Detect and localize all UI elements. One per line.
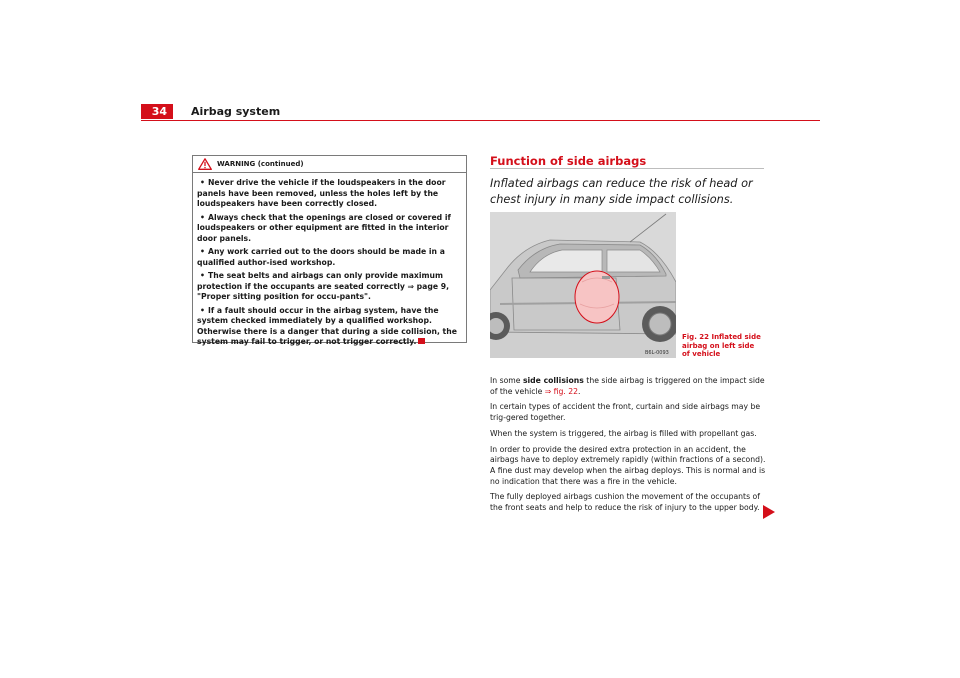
paragraph: In some side collisions the side airbag is triggered on the impact side of the vehicle ⇒ fig. 22. <box>490 376 765 396</box>
section-end-mark <box>418 338 425 344</box>
figure-reference-link[interactable]: ⇒ fig. 22 <box>544 386 579 396</box>
warning-box <box>192 155 467 346</box>
header-rule <box>141 120 820 121</box>
warning-item: • Always check that the openings are closed or covered if loudspeakers or other equipment are fitted in the interior door panels. <box>197 212 451 243</box>
warning-item: • The seat belts and airbags can only provide maximum protection if the occupants are seated correctly ⇒ page 9, "Proper sitting position for occu-pants". <box>197 271 449 301</box>
paragraph: In order to provide the desired extra protection in an accident, the airbags have to deploy extremely rapidly (within fractions of a second). A fine dust may develop when the airbag deploys. This is normal and is no indication that there was a fire in the vehicle. <box>490 444 766 486</box>
running-header-title: Airbag system <box>191 105 281 118</box>
warning-header <box>193 156 466 173</box>
page-number: 34 <box>141 104 173 119</box>
figure-caption: Fig. 22 Inflated side airbag on left side of vehicle <box>682 333 761 359</box>
section-intro: Inflated airbags can reduce the risk of head or chest injury in many side impact collisions. <box>490 177 753 206</box>
paragraph: In certain types of accident the front, curtain and side airbags may be trig-gered together. <box>490 402 761 423</box>
figure-code: B6L-0093 <box>645 350 669 356</box>
warning-list <box>197 178 463 351</box>
warning-title: WARNING (continued) <box>217 160 304 168</box>
warning-item: • If a fault should occur in the airbag system, have the system checked immediately by a qualified workshop. Otherwise there is a danger that during a side collision, the system may fail to trigger, or not trigger correctly. <box>197 305 457 346</box>
next-page-arrow-icon[interactable] <box>762 504 776 520</box>
side-airbag-illustration <box>490 212 676 358</box>
warning-triangle-icon <box>198 158 212 170</box>
paragraph: When the system is triggered, the airbag is filled with propellant gas. <box>490 428 757 438</box>
warning-item: • Any work carried out to the doors should be made in a qualified author-ised workshop. <box>197 247 445 267</box>
section-rule <box>490 168 764 169</box>
paragraph: The fully deployed airbags cushion the movement of the occupants of the front seats and help to reduce the risk of injury to the upper body. <box>490 492 760 513</box>
section-title: Function of side airbags <box>490 154 647 168</box>
warning-item: • Never drive the vehicle if the loudspeakers in the door panels have been removed, unless the holes left by the loudspeakers have been correctly closed. <box>197 178 446 208</box>
car-illustration <box>490 212 676 358</box>
body-text <box>490 376 772 519</box>
